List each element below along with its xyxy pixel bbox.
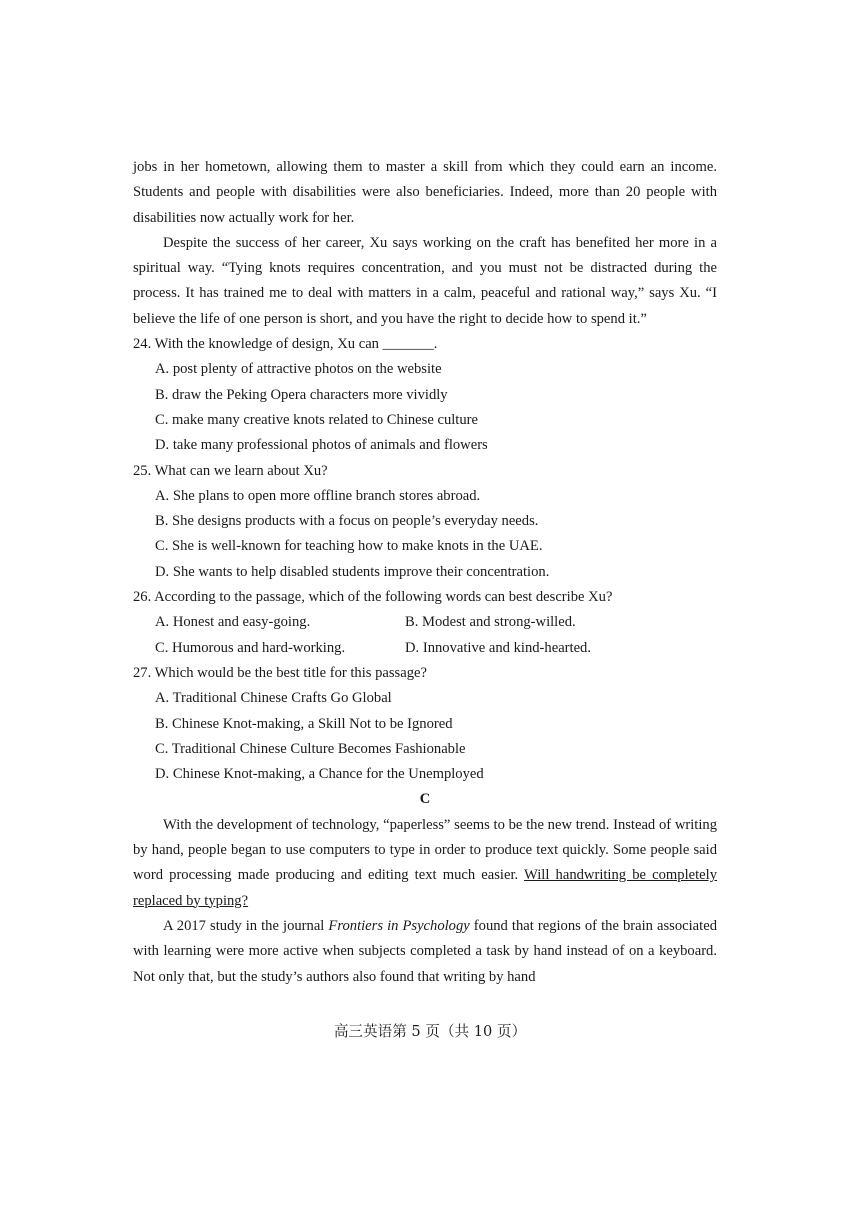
option-a: A. Honest and easy-going. <box>155 614 311 631</box>
option-b: B. Chinese Knot-making, a Skill Not to be Ignored <box>155 715 453 732</box>
option-d: D. Chinese Knot-making, a Chance for the Unemployed <box>155 766 484 783</box>
question-24 <box>133 332 717 458</box>
option-a: A. She plans to open more offline branch stores abroad. <box>155 487 481 504</box>
question-stem: 26. According to the passage, which of the following words can best describe Xu? <box>133 589 613 606</box>
underlined-question: Will handwriting be completely replaced by typing? <box>133 867 717 909</box>
option-row-1 <box>133 610 717 635</box>
exam-page-body <box>133 155 717 990</box>
section-c-paragraph-2 <box>133 914 717 990</box>
passage-b-paragraph-2: Despite the success of her career, Xu says working on the craft has benefited her more in a spiritual way. “Tying knots requires concentration, and you must not be distracted during the process. It has trained me to deal with matters in a calm, peaceful and rational way,” says Xu. “I believe the life of one person is short, and you have the right to decide how to spend it.” <box>133 234 717 327</box>
option-b: B. draw the Peking Opera characters more vividly <box>155 386 448 403</box>
section-c-paragraph-1 <box>133 813 717 914</box>
question-stem: 24. With the knowledge of design, Xu can _______. <box>133 336 438 353</box>
option-a: A. post plenty of attractive photos on the website <box>155 361 442 378</box>
option-row-2 <box>133 636 717 661</box>
section-c-heading: C <box>419 791 431 808</box>
question-stem: 25. What can we learn about Xu? <box>133 462 328 479</box>
page-footer: 高三英语第 5 页（共 10 页） <box>333 1023 527 1040</box>
paragraph-text: With the development of technology, “paperless” seems to be the new trend. Instead of writing by hand, people began to use computers to type in order to produce text quickly. Some people said word processing made producing and editing text much easier. <box>133 816 717 884</box>
journal-title: Frontiers in Psychology <box>328 917 470 934</box>
option-d: D. She wants to help disabled students improve their concentration. <box>155 563 550 580</box>
option-b: B. Modest and strong-willed. <box>405 614 576 631</box>
option-d: D. Innovative and kind-hearted. <box>405 639 592 656</box>
question-27 <box>133 661 717 787</box>
paragraph-text-before: A 2017 study in the journal <box>163 917 329 934</box>
passage-b-paragraph-1: jobs in her hometown, allowing them to master a skill from which they could earn an income. Students and people with disabilities were also beneficiaries. Indeed, more than 20 people with disabilities now actually work for her. <box>133 159 717 226</box>
option-c: C. Humorous and hard-working. <box>155 639 346 656</box>
option-a: A. Traditional Chinese Crafts Go Global <box>155 690 392 707</box>
option-c: C. She is well-known for teaching how to make knots in the UAE. <box>155 538 543 555</box>
option-b: B. She designs products with a focus on people’s everyday needs. <box>155 513 539 530</box>
question-25 <box>133 459 717 585</box>
question-stem: 27. Which would be the best title for this passage? <box>133 664 427 681</box>
option-c: C. make many creative knots related to Chinese culture <box>155 411 478 428</box>
option-c: C. Traditional Chinese Culture Becomes Fashionable <box>155 740 466 757</box>
paragraph-text-after: found that regions of the brain associated with learning were more active when subjects completed a task by hand instead of on a keyboard. Not only that, but the study’s authors also found that writing by hand <box>133 917 717 985</box>
option-d: D. take many professional photos of animals and flowers <box>155 437 488 454</box>
question-26 <box>133 585 717 661</box>
